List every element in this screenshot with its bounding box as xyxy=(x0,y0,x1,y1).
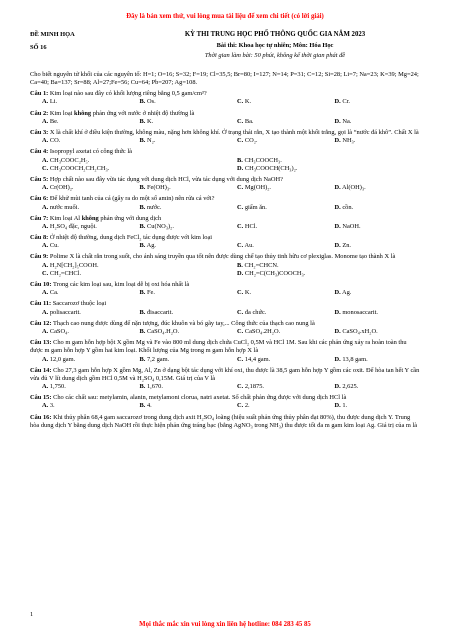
option-letter: A. xyxy=(42,222,49,230)
question-label: Câu 13: xyxy=(30,339,52,347)
option-text: Ca. xyxy=(49,289,59,297)
question-label: Câu 14: xyxy=(30,366,52,374)
question-label: Câu 15: xyxy=(30,394,52,402)
answer-option[interactable] xyxy=(225,328,323,336)
question-text: X là chất khí ở điều kiện thường, không màu, nặng hơn không khí. Ở trạng thái rắn, X tạo thành một khối trắng, gọi là “nước đá khô”. Chất X là xyxy=(49,129,419,136)
option-text: đisaccarit. xyxy=(146,308,174,316)
question-label: Câu 9: xyxy=(30,253,49,261)
options-row xyxy=(30,157,420,165)
option-text: Cr(OH)₂. xyxy=(49,184,74,192)
question-7 xyxy=(30,215,420,231)
option-text: polisaccarit. xyxy=(49,308,81,316)
question-text: phản ứng với dung dịch xyxy=(98,214,162,222)
option-text: monosaccarit. xyxy=(342,308,378,316)
option-text: Cu(NO₃)₂. xyxy=(146,222,174,230)
option-letter: B. xyxy=(139,117,146,125)
header-left xyxy=(30,31,130,60)
option-text: CH₂=CHCN. xyxy=(244,261,279,269)
option-letter: A. xyxy=(42,98,49,106)
question-text: Cho 27,3 gam hỗn hợp X gồm Mg, Al, Zn ở dạng bột tác dụng với khí oxi, thu được là 38,5 gam hỗn hợp Y gồm các oxit. Để hòa tan hết Y cần vừa đủ V lít dung dịch gồm HCl 0,5M và H₂SO₄ 0,15M. Giá trị của V là xyxy=(30,366,420,382)
options-row xyxy=(30,262,420,270)
option-text: HCl. xyxy=(244,222,258,230)
question-stem xyxy=(30,110,420,118)
option-letter: A. xyxy=(42,156,49,164)
option-letter: C. xyxy=(237,327,244,335)
question-stem xyxy=(30,176,420,184)
answer-option[interactable] xyxy=(128,223,226,231)
options-row xyxy=(30,328,420,336)
option-letter: C. xyxy=(237,117,244,125)
answer-option[interactable] xyxy=(128,383,226,391)
answer-option[interactable] xyxy=(225,383,323,391)
option-text: cồn. xyxy=(342,203,354,211)
option-text: Al(OH)₃. xyxy=(341,184,366,192)
answer-option[interactable] xyxy=(128,204,226,212)
option-letter: A. xyxy=(42,289,49,297)
question-text: Trong các kim loại sau, kim loại dễ bị oxi hóa nhất là xyxy=(52,281,190,288)
option-text: N₂. xyxy=(146,137,156,145)
option-text: Zn. xyxy=(342,242,352,250)
answer-option[interactable] xyxy=(30,309,128,317)
option-letter: A. xyxy=(42,137,49,145)
option-text: K. xyxy=(146,117,154,125)
option-letter: C. xyxy=(237,402,244,410)
option-text: CH₂=CHCl. xyxy=(49,269,82,277)
option-text: NaOH. xyxy=(342,222,361,230)
option-letter: D. xyxy=(334,222,341,230)
answer-option[interactable] xyxy=(225,242,323,250)
answer-option[interactable] xyxy=(323,98,421,106)
atomic-mass-intro: Cho biết nguyên tử khối của các nguyên tố: H=1; O=16; S=32; F=19; Cl=35,5; Br=80; I=127; N=14; P=31; C=12; Si=28; Li=7; Na=23; K=39; Mg=24; Ca=40; Ba=137; Sr=88; Al=27;Fe=56; Cu=64; Pb=207; Ag=108. xyxy=(30,70,419,87)
option-text: 4. xyxy=(146,402,152,410)
question-label: Câu 5: xyxy=(30,175,49,183)
option-letter: C. xyxy=(237,308,244,316)
option-letter: B. xyxy=(139,355,146,363)
question-stem xyxy=(30,339,420,355)
option-letter: C. xyxy=(42,269,49,277)
option-text: CO₂. xyxy=(244,137,258,145)
option-letter: B. xyxy=(139,98,146,106)
question-15 xyxy=(30,394,420,410)
question-stem xyxy=(30,320,420,328)
option-letter: D. xyxy=(237,164,244,172)
option-text: nước. xyxy=(146,203,162,211)
option-text: Au. xyxy=(244,242,254,250)
answer-option[interactable] xyxy=(225,157,420,165)
option-letter: D. xyxy=(334,308,341,316)
option-text: CaSO₄.2H₂O. xyxy=(244,327,281,335)
option-text: Cr. xyxy=(342,98,350,106)
question-text: Kim loại nào sau đây có khối lượng riêng bằng 0,5 gam/cm³? xyxy=(49,90,207,98)
option-text: CaSO₄.H₂O. xyxy=(146,327,180,335)
question-10 xyxy=(30,281,420,297)
answer-option[interactable] xyxy=(30,328,128,336)
option-letter: B. xyxy=(139,137,146,145)
option-letter: B. xyxy=(139,402,146,410)
question-text: Khi thủy phân 68,4 gam saccarozơ trong dung dịch axit H₂SO₄ loãng (hiệu suất phản ứng thủy phân đạt 80%), thu được dung dịch Y. Trung hòa dung dịch Y bằng dung dịch NaOH rồi thực hiện phản ứng tráng bạc (bằng AgNO₃ trong NH₃) thu được tối đa m gam kim loại Ag. Giá trị của m là xyxy=(30,413,418,429)
option-text: Ba. xyxy=(244,117,254,125)
option-letter: D. xyxy=(334,98,341,106)
option-text: 13,8 gam. xyxy=(342,355,368,363)
options-row xyxy=(30,165,420,173)
question-12 xyxy=(30,320,420,336)
option-text: Ag. xyxy=(146,242,157,250)
option-text: 1. xyxy=(342,402,348,410)
question-text: Isopropyl axetat có công thức là xyxy=(49,148,132,156)
answer-option[interactable] xyxy=(128,328,226,336)
option-letter: B. xyxy=(237,261,243,269)
answer-option[interactable] xyxy=(225,184,323,192)
answer-option[interactable] xyxy=(323,184,421,192)
option-letter: A. xyxy=(42,383,49,391)
answer-option[interactable] xyxy=(323,289,421,297)
answer-option[interactable] xyxy=(225,270,420,278)
answer-option[interactable] xyxy=(30,262,225,270)
bottom-banner[interactable]: Mọi thắc mắc xin vui lòng xin liên hệ hotline: 084 283 45 85 xyxy=(139,621,311,628)
answer-option[interactable] xyxy=(128,118,226,126)
options-row xyxy=(30,270,420,278)
question-16 xyxy=(30,414,420,430)
option-letter: C. xyxy=(237,184,244,192)
option-text: Li. xyxy=(49,98,58,106)
option-text: CH₂=C(CH₃)COOCH₃. xyxy=(244,269,306,277)
option-text: 2,625. xyxy=(342,383,359,391)
answer-option[interactable] xyxy=(30,242,128,250)
header-right xyxy=(130,31,420,60)
question-label: Câu 10: xyxy=(30,281,52,288)
options-row xyxy=(30,204,420,212)
option-text: CO. xyxy=(49,137,61,145)
option-letter: B. xyxy=(139,327,146,335)
option-letter: D. xyxy=(334,203,341,211)
option-text: K. xyxy=(244,289,252,297)
question-3 xyxy=(30,129,420,145)
answer-option[interactable] xyxy=(30,165,225,173)
question-stem xyxy=(30,234,420,242)
option-letter: A. xyxy=(42,308,49,316)
option-text: CaSO₄. xyxy=(49,327,69,335)
answer-option[interactable] xyxy=(30,137,128,145)
option-text: Na. xyxy=(342,117,352,125)
answer-option[interactable] xyxy=(323,204,421,212)
answer-option[interactable] xyxy=(30,223,128,231)
options-row xyxy=(30,383,420,391)
question-label: Câu 2: xyxy=(30,109,49,117)
option-letter: D. xyxy=(334,402,341,410)
question-11 xyxy=(30,300,420,316)
option-letter: D. xyxy=(334,117,341,125)
question-list xyxy=(30,90,420,430)
question-label: Câu 16: xyxy=(30,413,52,421)
option-letter: A. xyxy=(42,203,49,211)
option-text: CH₃COOC₂H₅. xyxy=(49,156,90,164)
option-letter: A. xyxy=(42,355,49,363)
question-4 xyxy=(30,148,420,173)
options-row xyxy=(30,137,420,145)
option-text: Cu. xyxy=(49,242,59,250)
answer-option[interactable] xyxy=(323,328,421,336)
answer-option[interactable] xyxy=(225,289,323,297)
answer-option[interactable] xyxy=(225,309,323,317)
answer-option[interactable] xyxy=(225,262,420,270)
answer-option[interactable] xyxy=(128,309,226,317)
question-stem xyxy=(30,300,420,308)
options-row xyxy=(30,356,420,364)
option-letter: D. xyxy=(334,289,341,297)
question-text: Kim loại Al xyxy=(49,214,82,222)
answer-option[interactable] xyxy=(128,184,226,192)
option-text: H₂N[CH₂]₅COOH. xyxy=(49,261,99,269)
answer-option[interactable] xyxy=(225,402,323,410)
options-row xyxy=(30,98,420,106)
option-letter: D. xyxy=(237,269,244,277)
question-text: Ở nhiệt độ thường, dung dịch FeCl₂ tác dụng được với kim loại xyxy=(49,234,213,242)
option-text: CaSO₄.xH₂O. xyxy=(342,327,378,335)
option-text: CH₃COOCH₂CH₂CH₃. xyxy=(49,164,110,172)
answer-option[interactable] xyxy=(323,402,421,410)
option-letter: B. xyxy=(139,203,146,211)
question-stem xyxy=(30,414,420,430)
option-letter: B. xyxy=(139,242,146,250)
option-letter: B. xyxy=(139,222,146,230)
question-emphasis: không xyxy=(74,109,92,117)
exam-title: KỲ THI TRUNG HỌC PHỔ THÔNG QUỐC GIA NĂM 2023 xyxy=(184,30,366,38)
answer-option[interactable] xyxy=(30,356,128,364)
question-label: Câu 12: xyxy=(30,319,52,327)
question-9 xyxy=(30,253,420,278)
answer-option[interactable] xyxy=(30,157,225,165)
option-letter: D. xyxy=(334,383,341,391)
answer-option[interactable] xyxy=(225,98,323,106)
question-text: Để khử mùi tanh của cá (gây ra do một số amin) nên rửa cá với? xyxy=(49,195,215,203)
answer-option[interactable] xyxy=(323,118,421,126)
page-number: 1 xyxy=(30,611,34,618)
option-letter: A. xyxy=(42,184,49,192)
option-text: Fe. xyxy=(146,289,155,297)
exam-header xyxy=(30,31,420,60)
answer-option[interactable] xyxy=(323,242,421,250)
option-text: 1,670. xyxy=(146,383,163,391)
question-label: Câu 8: xyxy=(30,234,49,242)
answer-option[interactable] xyxy=(225,165,420,173)
question-stem xyxy=(30,148,420,156)
answer-option[interactable] xyxy=(323,309,421,317)
option-letter: A. xyxy=(42,117,49,125)
question-14 xyxy=(30,367,420,392)
question-6 xyxy=(30,195,420,211)
question-label: Câu 1: xyxy=(30,90,49,98)
option-letter: C. xyxy=(237,242,244,250)
question-13 xyxy=(30,339,420,364)
option-letter: B. xyxy=(139,184,146,192)
option-letter: A. xyxy=(42,402,49,410)
question-1 xyxy=(30,90,420,106)
top-banner[interactable]: Đây là bản xem thử, vui lòng mua tài liệu để xem chi tiết (có lời giải) xyxy=(126,13,324,20)
question-text: Kim loại xyxy=(49,109,75,117)
answer-option[interactable] xyxy=(225,356,323,364)
answer-option[interactable] xyxy=(30,289,128,297)
options-row xyxy=(30,402,420,410)
option-letter: D. xyxy=(334,184,341,192)
option-letter: D. xyxy=(334,137,341,145)
option-text: CH₃COOCH(CH₃)₂. xyxy=(244,164,298,172)
option-text: 12,0 gam. xyxy=(49,355,76,363)
option-text: 3. xyxy=(49,402,55,410)
answer-option[interactable] xyxy=(323,356,421,364)
option-letter: C. xyxy=(237,137,244,145)
option-text: H₂SO₄ đặc, nguội. xyxy=(49,222,97,230)
question-label: Câu 7: xyxy=(30,214,49,222)
options-row xyxy=(30,223,420,231)
question-text: Cho các chất sau: metylamin, alanin, metylamoni clorua, natri axetat. Số chất phản ứng được với dung dịch HCl là xyxy=(53,394,347,402)
option-letter: D. xyxy=(334,242,341,250)
option-letter: C. xyxy=(237,222,244,230)
answer-option[interactable] xyxy=(323,383,421,391)
question-2 xyxy=(30,110,420,126)
option-text: giấm ăn. xyxy=(244,203,267,211)
option-letter: C. xyxy=(237,289,244,297)
option-text: nước muối. xyxy=(49,203,80,211)
option-text: CH₃COOCH₃. xyxy=(244,156,282,164)
question-stem xyxy=(30,129,420,137)
question-stem xyxy=(30,367,420,383)
question-stem xyxy=(30,215,420,223)
answer-option[interactable] xyxy=(225,118,323,126)
answer-option[interactable] xyxy=(225,137,323,145)
answer-option[interactable] xyxy=(128,137,226,145)
answer-option[interactable] xyxy=(128,289,226,297)
option-letter: D. xyxy=(334,327,341,335)
option-letter: A. xyxy=(42,261,49,269)
question-label: Câu 6: xyxy=(30,195,49,203)
question-text: phản ứng với nước ở nhiệt độ thường là xyxy=(91,109,195,117)
options-row xyxy=(30,309,420,317)
option-text: 7,2 gam. xyxy=(146,355,170,363)
answer-option[interactable] xyxy=(30,383,128,391)
answer-option[interactable] xyxy=(128,356,226,364)
answer-option[interactable] xyxy=(323,223,421,231)
option-letter: C. xyxy=(237,98,244,106)
option-letter: A. xyxy=(42,242,49,250)
option-letter: C. xyxy=(237,203,244,211)
option-text: 14,4 gam. xyxy=(244,355,271,363)
answer-option[interactable] xyxy=(30,270,225,278)
answer-option[interactable] xyxy=(128,242,226,250)
option-text: Fe(OH)₃. xyxy=(146,184,171,192)
answer-option[interactable] xyxy=(30,204,128,212)
option-letter: B. xyxy=(237,156,243,164)
question-stem xyxy=(30,195,420,203)
question-stem xyxy=(30,281,420,289)
question-8 xyxy=(30,234,420,250)
exam-number: SỐ 16 xyxy=(30,43,47,51)
answer-option[interactable] xyxy=(30,98,128,106)
option-text: 2,1875. xyxy=(244,383,264,391)
options-row xyxy=(30,242,420,250)
option-text: Os. xyxy=(146,98,156,106)
option-text: Mg(OH)₂. xyxy=(244,184,272,192)
question-text: Cho m gam hỗn hợp bột X gồm Mg và Fe vào 800 ml dung dịch chứa CuCl₂ 0,5M và HCl 1M. Sau khi các phản ứng xảy ra hoàn toàn thu được m gam hỗn hợp Y gồm hai kim loại. Khối lượng của Mg trong m gam hỗn hợp X là xyxy=(30,339,407,355)
option-letter: A. xyxy=(42,327,49,335)
question-label: Câu 3: xyxy=(30,129,49,136)
question-label: Câu 11: xyxy=(30,300,52,308)
option-letter: D. xyxy=(334,355,341,363)
answer-option[interactable] xyxy=(30,118,128,126)
question-emphasis: không xyxy=(81,214,99,222)
answer-option[interactable] xyxy=(225,204,323,212)
options-row xyxy=(30,289,420,297)
answer-option[interactable] xyxy=(128,98,226,106)
option-letter: C. xyxy=(237,383,244,391)
option-text: K. xyxy=(244,98,252,106)
option-text: đa chức. xyxy=(244,308,267,316)
question-text: Saccarozơ thuộc loại xyxy=(52,300,107,308)
question-stem xyxy=(30,394,420,402)
question-label: Câu 4: xyxy=(30,148,49,156)
option-letter: C. xyxy=(237,355,244,363)
question-5 xyxy=(30,176,420,192)
answer-option[interactable] xyxy=(225,223,323,231)
question-text: Hợp chất nào sau đây vừa tác dụng với dung dịch HCl, vừa tác dụng với dung dịch NaOH? xyxy=(49,175,283,183)
answer-option[interactable] xyxy=(128,402,226,410)
question-text: Thạch cao nung được dùng để nặn tượng, đúc khuôn và bó gãy tay,... Công thức của thạch cao nung là xyxy=(52,319,315,327)
option-letter: B. xyxy=(139,308,146,316)
option-letter: B. xyxy=(139,289,146,297)
question-text: Polime X là chất rắn trong suốt, cho ánh sáng truyền qua tốt nên được dùng chế tạo thủy tinh hữu cơ plexiglas. Monome tạo thành X là xyxy=(49,253,396,261)
options-row xyxy=(30,184,420,192)
option-letter: B. xyxy=(139,383,146,391)
exam-subject: Bài thi: Khoa học tự nhiên; Môn: Hóa Học xyxy=(216,41,334,49)
option-text: 1,750. xyxy=(49,383,66,391)
answer-option[interactable] xyxy=(30,402,128,410)
option-letter: C. xyxy=(42,164,49,172)
answer-option[interactable] xyxy=(30,184,128,192)
option-text: Be. xyxy=(49,117,59,125)
question-stem xyxy=(30,90,420,98)
exam-time: Thời gian làm bài: 50 phút, không kể thời gian phát đề xyxy=(204,51,346,59)
question-stem xyxy=(30,253,420,261)
option-text: 2. xyxy=(244,402,250,410)
exam-type: ĐỀ MINH HỌA xyxy=(30,30,75,38)
answer-option[interactable] xyxy=(323,137,421,145)
option-text: Ag. xyxy=(341,289,352,297)
option-text: NH₃. xyxy=(342,137,356,145)
options-row xyxy=(30,118,420,126)
